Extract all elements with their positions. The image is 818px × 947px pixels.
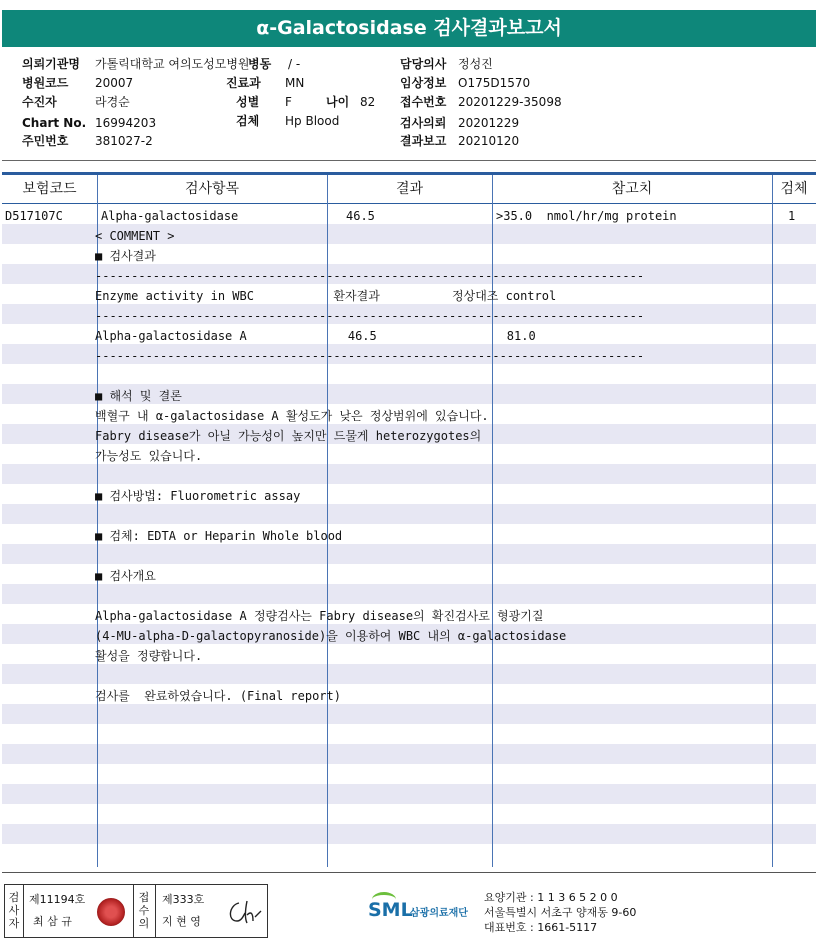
comment-line: ■ 검사개요 <box>95 569 156 583</box>
col-header-test-item: 검사항목 <box>184 181 240 197</box>
header-divider <box>2 160 816 161</box>
seal-stamp <box>97 898 125 926</box>
logo-mark: SML <box>368 899 413 921</box>
comment-line: ---------------------------------------------------------------------------- <box>95 269 645 283</box>
comment-line: ■ 검사방법: Fluorometric assay <box>95 489 301 503</box>
value-chart-no: 16994203 <box>95 116 157 130</box>
value-age: 82 <box>360 95 376 109</box>
comment-line: ---------------------------------------------------------------------------- <box>95 309 645 323</box>
comment-line: Alpha-galactosidase A 46.5 81.0 <box>95 329 536 343</box>
comment-line: ■ 검사결과 <box>95 249 156 263</box>
label-resident-no: 주민번호 <box>22 134 69 148</box>
value-physician: 정성진 <box>458 57 493 71</box>
column-divider <box>772 175 773 867</box>
label-hospital-code: 병원코드 <box>22 76 69 90</box>
value-specimen: Hp Blood <box>285 114 340 128</box>
value-ward: / - <box>288 57 301 71</box>
comment-line: Fabry disease가 아닐 가능성이 높지만 드물게 heterozygotes의 <box>95 429 482 443</box>
comment-line: Alpha-galactosidase A 정량검사는 Fabry disease의 확진검사로 형광기질 <box>95 609 544 623</box>
signature-box <box>4 884 268 938</box>
comment-line: Enzyme activity in WBC 환자결과 정상대조 control <box>95 289 557 303</box>
receiver-name: 지 현 영 <box>162 915 201 928</box>
org-info-line: 대표번호 : 1661-5117 <box>484 921 598 934</box>
cell-insurance-code: D517107C <box>5 209 63 223</box>
organization-info <box>484 890 636 935</box>
row-stripe <box>2 704 816 724</box>
cell-reference: >35.0 nmol/hr/mg protein <box>496 209 677 223</box>
comment-line: (4-MU-alpha-D-galactopyranoside)을 이용하여 WBC 내의 α-galactosidase <box>95 629 567 643</box>
value-sex: F <box>285 95 292 109</box>
comment-line: 백혈구 내 α-galactosidase A 활성도가 낮은 정상범위에 있습니다. <box>95 409 489 423</box>
table-header-row <box>2 172 816 204</box>
row-stripe <box>2 464 816 484</box>
comment-line: 활성을 정량합니다. <box>95 649 203 663</box>
label-requesting-institution: 의뢰기관명 <box>22 57 80 71</box>
receiver-label: 접 수 의 <box>138 891 150 930</box>
label-patient-name: 수진자 <box>22 95 57 109</box>
comment-line: ■ 해석 및 결론 <box>95 389 182 403</box>
value-patient-name: 라경순 <box>95 95 130 109</box>
tester-license-no: 제11194호 <box>29 893 86 906</box>
row-stripe <box>2 784 816 804</box>
label-receipt-no: 접수번호 <box>400 95 447 109</box>
value-resident-no: 381027-2 <box>95 134 153 148</box>
label-report-date: 결과보고 <box>400 134 447 148</box>
row-stripe <box>2 584 816 604</box>
comment-line: 가능성도 있습니다. <box>95 449 203 463</box>
col-header-result: 결과 <box>395 181 424 197</box>
value-request-date: 20201229 <box>458 116 520 130</box>
comment-line: ---------------------------------------------------------------------------- <box>95 349 645 363</box>
row-stripe <box>2 664 816 684</box>
cell-specimen: 1 <box>788 209 796 223</box>
row-stripe <box>2 504 816 524</box>
col-header-reference: 참고치 <box>611 181 653 197</box>
label-specimen: 검체 <box>236 114 260 128</box>
results-table <box>2 172 816 867</box>
value-hospital-code: 20007 <box>95 76 134 90</box>
col-header-insurance-code: 보험코드 <box>22 181 77 197</box>
label-age: 나이 <box>326 95 350 109</box>
value-department: MN <box>285 76 305 90</box>
footer-divider <box>2 872 816 873</box>
label-physician: 담당의사 <box>400 57 447 71</box>
label-department: 진료과 <box>226 76 261 90</box>
org-info-line: 서울특별시 서초구 양재동 9-60 <box>484 906 637 919</box>
signature <box>225 897 263 927</box>
label-request-date: 검사의뢰 <box>400 116 447 130</box>
comment-line: ■ 검체: EDTA or Heparin Whole blood <box>95 529 343 543</box>
value-clinical-info: O175D1570 <box>458 76 531 90</box>
comment-line: < COMMENT > <box>95 229 175 243</box>
col-header-specimen: 검체 <box>780 181 808 197</box>
organization-name: 삼광의료재단 <box>410 908 468 919</box>
cell-result: 46.5 <box>346 209 375 223</box>
receiver-license-no: 제333호 <box>162 893 205 906</box>
row-stripe <box>2 544 816 564</box>
report-title: α-Galactosidase 검사결과보고서 <box>2 10 816 47</box>
label-chart-no: Chart No. <box>22 116 87 130</box>
tester-name: 최 삼 규 <box>33 915 72 928</box>
value-report-date: 20210120 <box>458 134 520 148</box>
label-sex: 성별 <box>236 95 260 109</box>
cell-test-item: Alpha-galactosidase <box>101 209 239 223</box>
org-info-line: 요양기관 : 1 1 3 6 5 2 0 0 <box>484 891 618 904</box>
tester-label: 검 사 자 <box>8 891 20 930</box>
value-receipt-no: 20201229-35098 <box>458 95 562 109</box>
comment-line: 검사를 완료하였습니다. (Final report) <box>95 689 341 703</box>
row-stripe <box>2 744 816 764</box>
label-clinical-info: 임상정보 <box>400 76 447 90</box>
label-ward: 병동 <box>248 57 272 71</box>
row-stripe <box>2 824 816 844</box>
value-requesting-institution: 가톨릭대학교 여의도성모병원 <box>95 57 250 71</box>
